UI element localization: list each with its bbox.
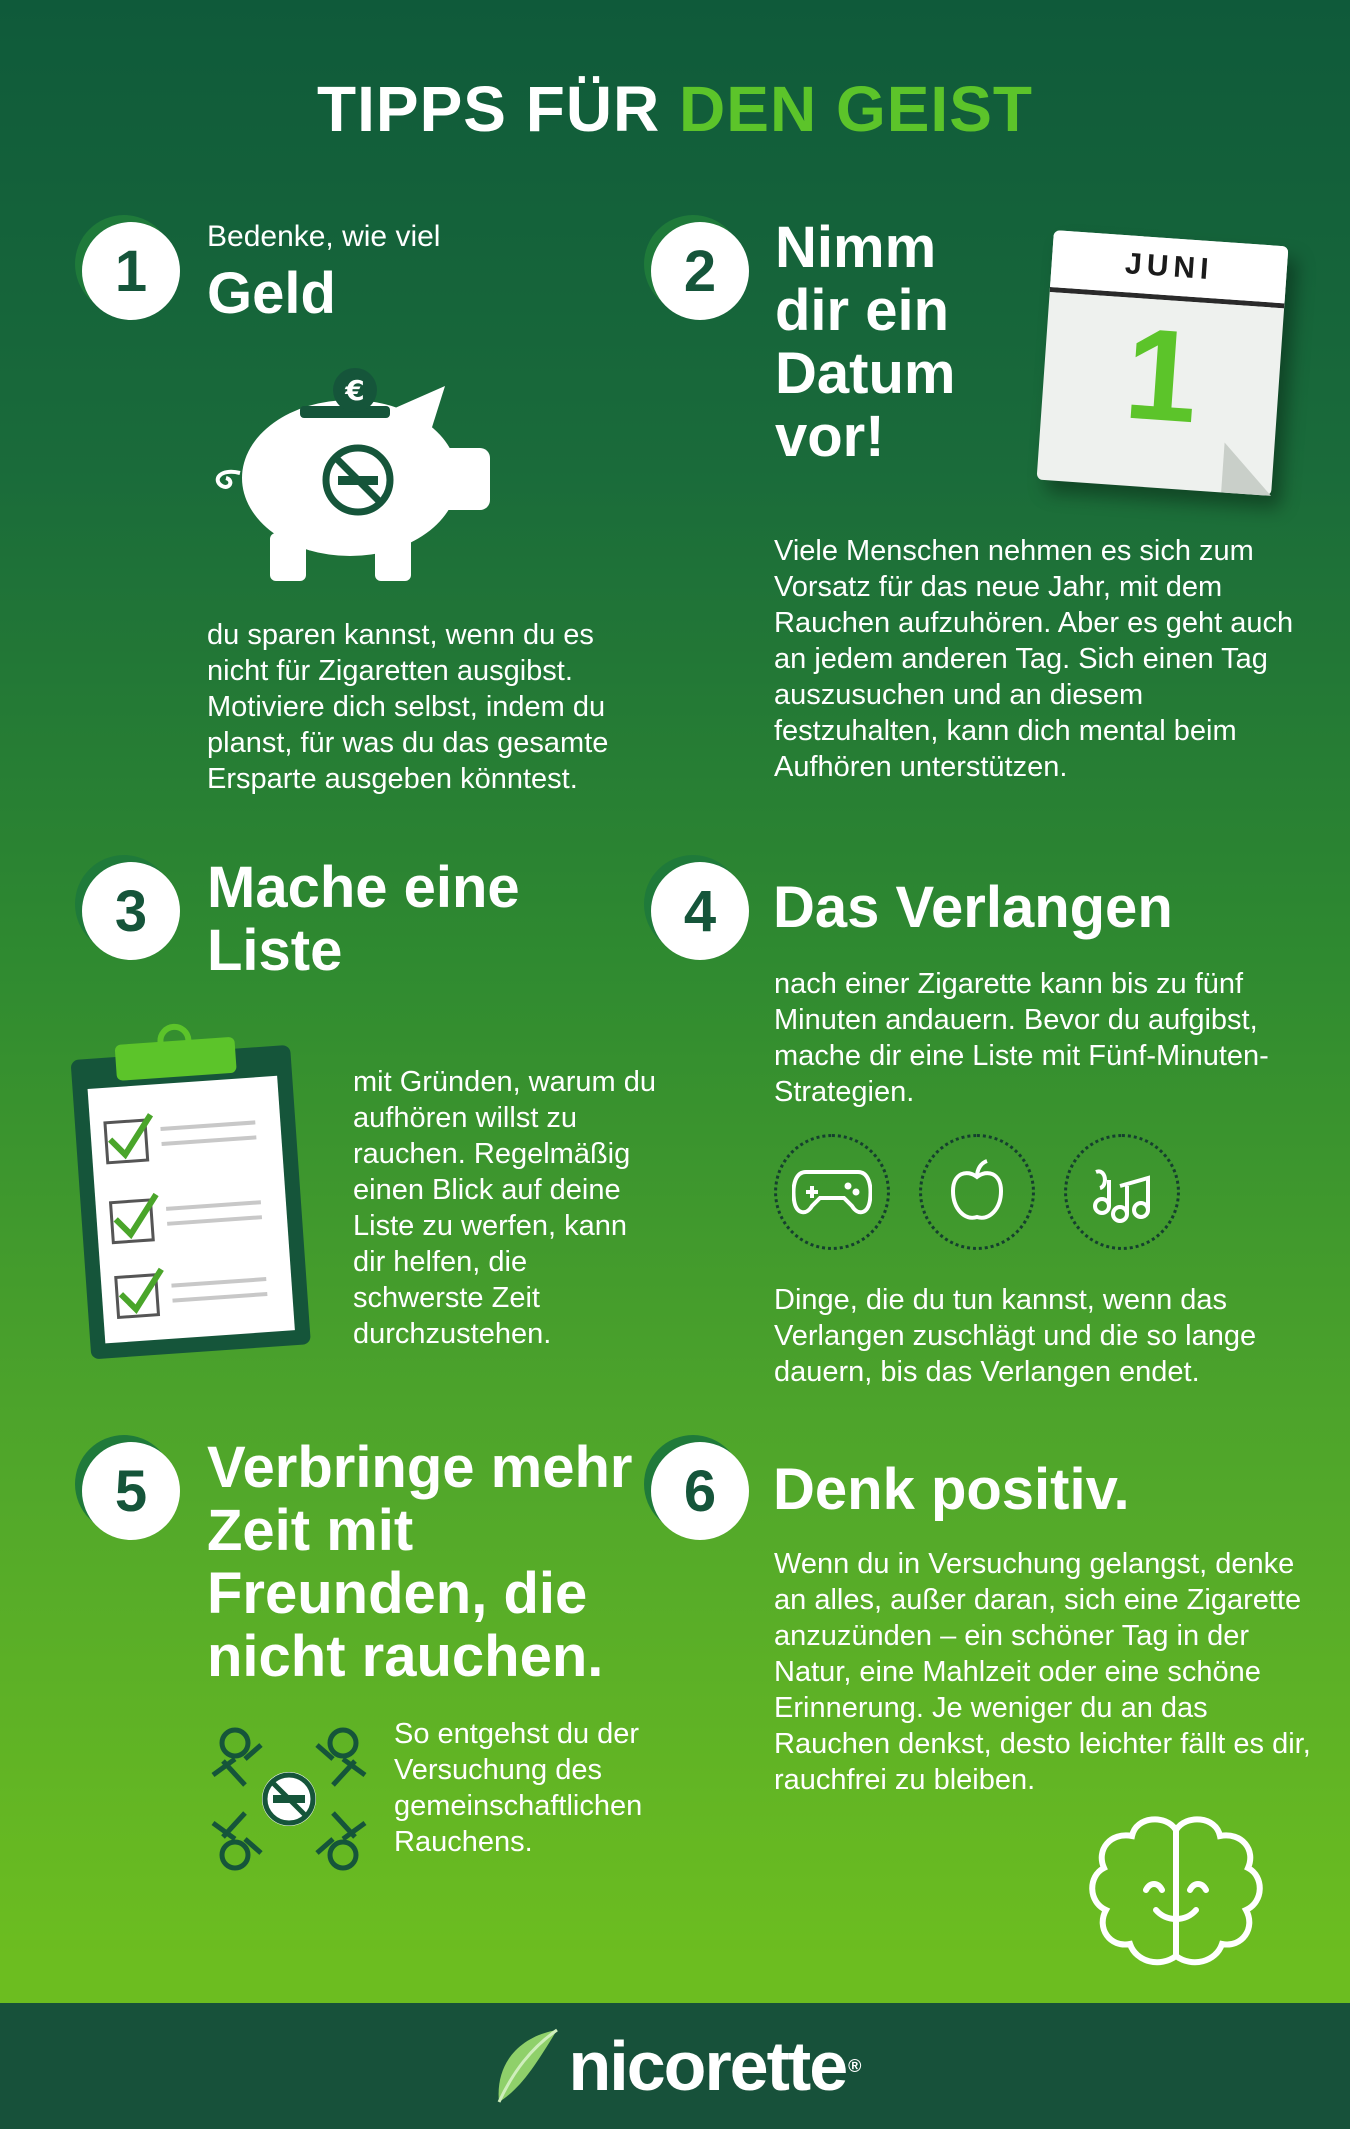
- clipboard-icon: [70, 1022, 315, 1367]
- tip-3-number: 3: [82, 862, 180, 960]
- tip-1-number: 1: [82, 222, 180, 320]
- tip-1-lead: Bedenke, wie viel: [207, 220, 441, 253]
- gamepad-icon: [792, 1164, 872, 1220]
- tip-5-heading: Verbringe mehr Zeit mit Freunden, die nicht rauchen.: [207, 1435, 633, 1689]
- tip-4-body2: Dinge, die du tun kannst, wenn das Verlangen zuschlägt und die so lange dauern, bis das Verlangen endet.: [774, 1284, 1257, 1388]
- title-part1: TIPPS FÜR: [317, 73, 661, 145]
- friends-no-smoking-icon: [205, 1715, 375, 1890]
- tip-6-body: Wenn du in Versuchung gelangst, denke an alles, außer daran, sich eine Zigarette anzuzünden – ein schöner Tag in der Natur, eine Mahlzeit oder eine schöne Erinnerung. Je weniger du an das Rauchen denkst, desto leichter fällt es dir, rauchfrei zu bleiben.: [774, 1548, 1311, 1796]
- tip-4-number: 4: [651, 862, 749, 960]
- tip-5-body: So entgehst du der Versuchung des gemeinschaftlichen Rauchens.: [394, 1718, 643, 1858]
- piggy-bank-icon: [200, 368, 500, 593]
- footer: [0, 2003, 1350, 2129]
- tip-6-heading: Denk positiv.: [773, 1457, 1130, 1522]
- tip-4-body: nach einer Zigarette kann bis zu fünf Minuten andauern. Bevor du aufgibst, mache dir eine Liste mit Fünf-Minuten- Strategien.: [774, 968, 1269, 1108]
- apple-icon-ring: [919, 1134, 1035, 1250]
- calendar-day: 1: [1120, 299, 1203, 451]
- nicorette-leaf-icon: [491, 2026, 561, 2106]
- calendar-month: JUNI: [1124, 246, 1215, 286]
- brain-icon: [1086, 1810, 1266, 1985]
- tip-3-body: mit Gründen, warum du aufhören willst zu rauchen. Regelmäßig einen Blick auf deine Liste zu werfen, kann dir helfen, die schwerste Zeit durchzustehen.: [353, 1066, 657, 1350]
- calendar-icon: [1037, 230, 1289, 496]
- tip-2-body: Viele Menschen nehmen es sich zum Vorsatz für das neue Jahr, mit dem Rauchen aufzuhören. Aber es geht auch an jedem anderen Tag. Sich einen Tag auszusuchen und an diesem festzuhalten, kann dich mental beim Aufhören unterstützen.: [774, 535, 1294, 783]
- music-notes-icon-ring: [1064, 1134, 1180, 1250]
- logo-text: nicorette: [568, 2027, 847, 2105]
- title-part2: DEN GEIST: [679, 73, 1033, 145]
- gamepad-icon-ring: [774, 1134, 890, 1250]
- tip-5-number: 5: [82, 1442, 180, 1540]
- tip-1-body: du sparen kannst, wenn du es nicht für Zigaretten ausgibst. Motiviere dich selbst, indem du planst, für was du das gesamte Ersparte ausgeben könntest.: [207, 619, 609, 795]
- tip-4-heading: Das Verlangen: [773, 875, 1173, 940]
- coin-symbol: €: [345, 374, 365, 407]
- page-title: [0, 72, 1350, 146]
- music-notes-icon: [1090, 1160, 1154, 1224]
- apple-icon: [949, 1159, 1005, 1225]
- tip-3-heading: Mache eine Liste: [207, 855, 520, 983]
- tip-1-heading: Geld: [207, 261, 336, 326]
- logo-registered: ®: [848, 2055, 860, 2076]
- tip-6-number: 6: [651, 1442, 749, 1540]
- tip-2-number: 2: [651, 222, 749, 320]
- tip-2-heading: Nimm dir ein Datum vor!: [775, 215, 956, 469]
